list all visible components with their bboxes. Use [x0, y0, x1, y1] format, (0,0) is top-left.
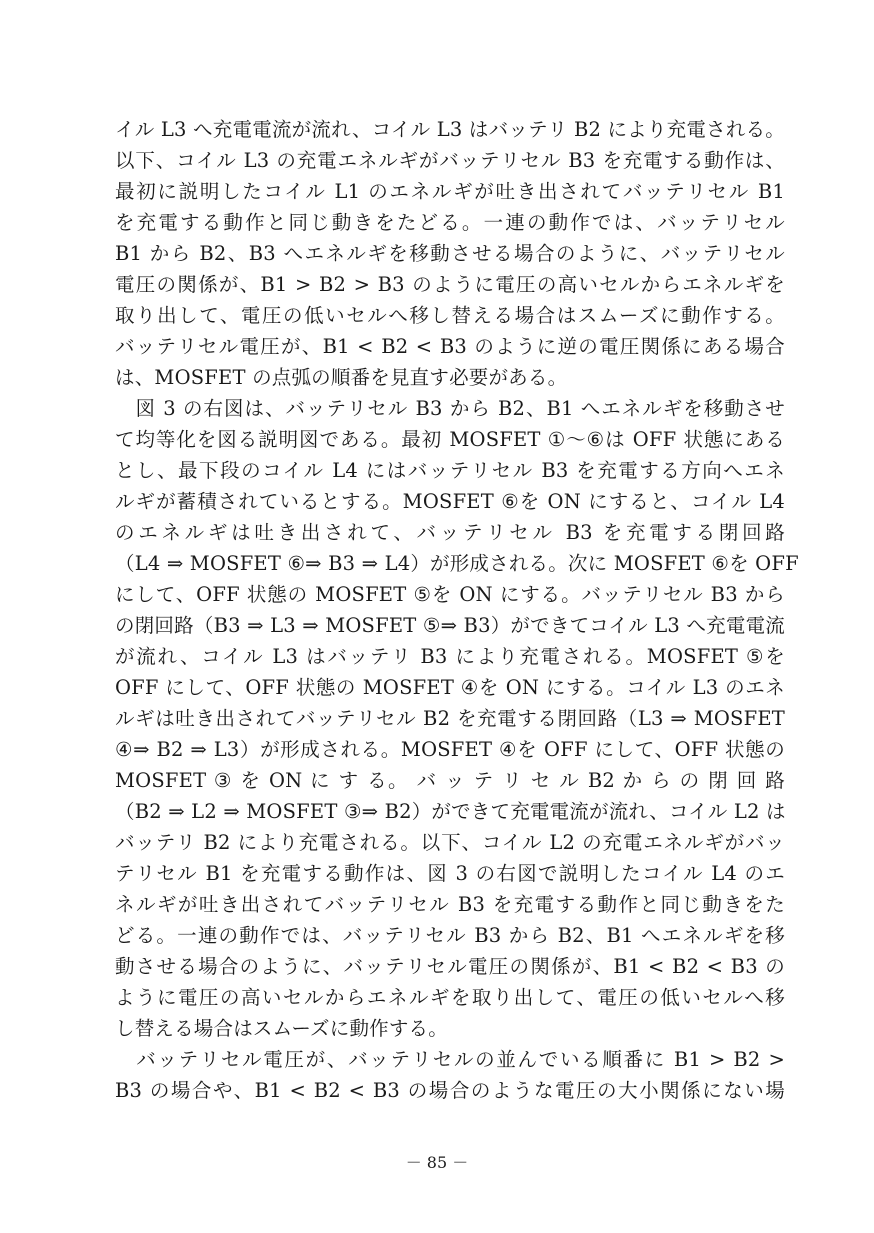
text-line: 動させる場合のように、バッテリセル電圧の関係が、B1 < B2 < B3 の	[115, 955, 785, 978]
page-number: － 85 －	[405, 1153, 469, 1172]
text-line: （B2 ⇒ L2 ⇒ MOSFET ③⇒ B2）ができて充電電流が流れ、コイル L2 は	[115, 800, 786, 823]
text-line: （L4 ⇒ MOSFET ⑥⇒ B3 ⇒ L4）が形成される。次に MOSFET ⑥を OFF	[115, 552, 799, 575]
text-line: ネルギが吐き出されてバッテリセル B3 を充電する動作と同じ動きをた	[115, 893, 785, 916]
text-line: OFF にして、OFF 状態の MOSFET ④を ON にする。コイル L3 のエネ	[115, 676, 785, 699]
text-line: バッテリセル電圧が、バッテリセルの並んでいる順番に B1 > B2 >	[115, 1048, 785, 1071]
text-line: の閉回路（B3 ⇒ L3 ⇒ MOSFET ⑤⇒ B3）ができてコイル L3 へ充電電流	[115, 614, 785, 637]
text-line: 取り出して、電圧の低いセルへ移し替える場合はスムーズに動作する。	[115, 304, 785, 327]
text-line: が流れ、コイル L3 はバッテリ B3 により充電される。MOSFET ⑤を	[115, 645, 785, 668]
text-line: 図 3 の右図は、バッテリセル B3 から B2、B1 へエネルギを移動させ	[115, 397, 785, 420]
text-line: バッテリ B2 により充電される。以下、コイル L2 の充電エネルギがバッ	[115, 831, 785, 854]
text-line: て均等化を図る説明図である。最初 MOSFET ①～⑥は OFF 状態にある	[115, 428, 785, 451]
text-line: ルギは吐き出されてバッテリセル B2 を充電する閉回路（L3 ⇒ MOSFET	[115, 707, 785, 730]
text-line: MOSFET ③ を ON に す る。 バ ッ テ リ セ ル B2 か ら の 閉 回 路	[115, 769, 785, 792]
text-line: にして、OFF 状態の MOSFET ⑤を ON にする。バッテリセル B3 から	[115, 583, 785, 606]
text-line: B1 から B2、B3 へエネルギを移動させる場合のように、バッテリセル	[115, 242, 785, 265]
text-line: ように電圧の高いセルからエネルギを取り出して、電圧の低いセルへ移	[115, 986, 785, 1009]
text-line: ルギが蓄積されているとする。MOSFET ⑥を ON にすると、コイル L4	[115, 490, 785, 513]
text-line: B3 の場合や、B1 < B2 < B3 の場合のような電圧の大小関係にない場	[115, 1079, 785, 1102]
text-line: テリセル B1 を充電する動作は、図 3 の右図で説明したコイル L4 のエ	[115, 862, 785, 885]
text-line: し替える場合はスムーズに動作する。	[115, 1017, 448, 1040]
body-text	[115, 114, 799, 1106]
text-line: を充電する動作と同じ動きをたどる。一連の動作では、バッテリセル	[115, 211, 785, 234]
text-line: どる。一連の動作では、バッテリセル B3 から B2、B1 へエネルギを移	[115, 924, 785, 947]
text-line: ④⇒ B2 ⇒ L3）が形成される。MOSFET ④を OFF にして、OFF 状態の	[115, 738, 785, 761]
text-line: 最初に説明したコイル L1 のエネルギが吐き出されてバッテリセル B1	[115, 180, 785, 203]
text-line: 以下、コイル L3 の充電エネルギがバッテリセル B3 を充電する動作は、	[115, 149, 785, 172]
text-line: とし、最下段のコイル L4 にはバッテリセル B3 を充電する方向へエネ	[115, 459, 785, 482]
text-line: は、MOSFET の点弧の順番を見直す必要がある。	[115, 366, 568, 389]
text-line: イル L3 へ充電電流が流れ、コイル L3 はバッテリ B2 により充電される。	[115, 118, 785, 141]
text-line: のエネルギは吐き出されて、バッテリセル B3 を充電する閉回路	[115, 521, 785, 544]
text-line: バッテリセル電圧が、B1 < B2 < B3 のように逆の電圧関係にある場合	[115, 335, 785, 358]
text-line: 電圧の関係が、B1 > B2 > B3 のように電圧の高いセルからエネルギを	[115, 273, 785, 296]
